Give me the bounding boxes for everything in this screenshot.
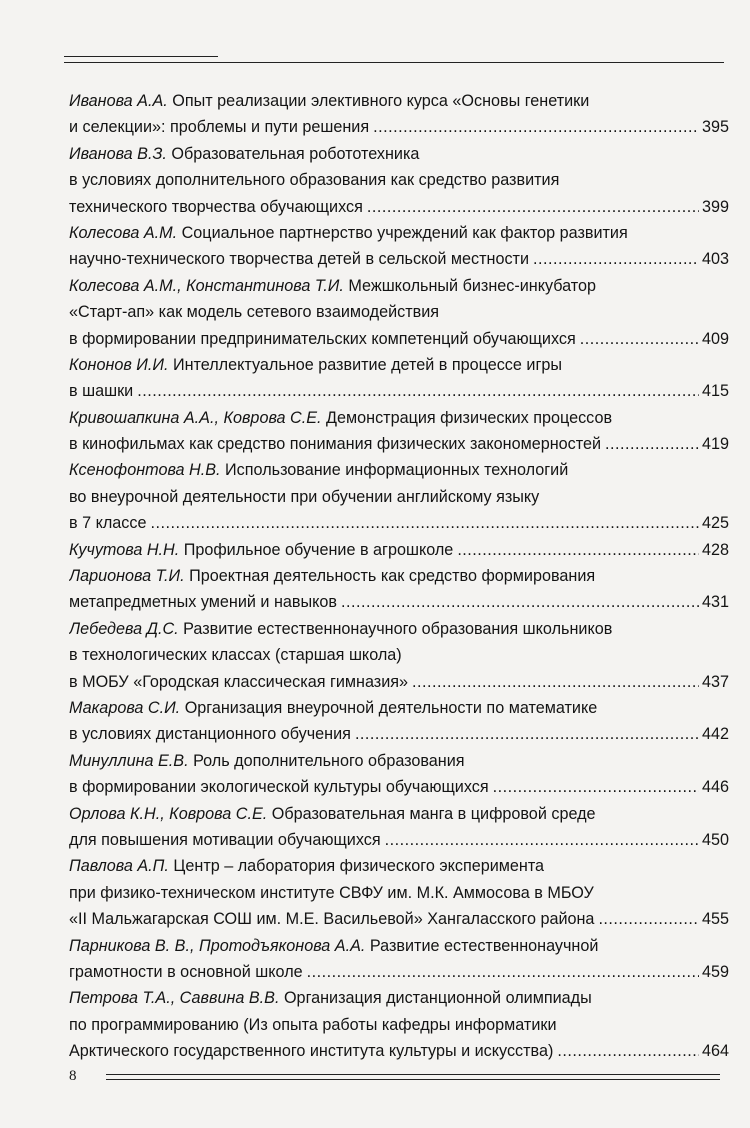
header-rule-short [64, 56, 218, 57]
toc-title-text: в условиях дополнительного образования как средство развития [69, 171, 560, 190]
toc-author: Лебедева Д.С. [69, 619, 179, 638]
toc-title-text: в кинофильмах как средство понимания физических закономерностей [69, 435, 602, 454]
toc-line [69, 114, 729, 140]
toc-line [69, 220, 729, 246]
toc-leader-dots [598, 906, 699, 932]
toc-leader-dots [385, 827, 699, 853]
toc-leader-dots [151, 510, 699, 536]
toc-page-number: 464 [701, 1042, 729, 1061]
toc-entry [69, 616, 729, 695]
toc-title-text: Демонстрация физических процессов [326, 408, 613, 427]
toc-page-number: 409 [701, 329, 729, 348]
toc-title-text: Образовательная манга в цифровой среде [271, 804, 596, 823]
toc-page-number: 437 [701, 672, 729, 691]
toc-entry [69, 748, 729, 801]
toc-title-text: технического творчества обучающихся [69, 197, 363, 216]
toc-line [69, 959, 729, 985]
toc-title-text: по программированию (Из опыта работы кафедры информатики [69, 1015, 557, 1034]
toc-author: Иванова В.З. [69, 144, 167, 163]
toc-line [69, 1012, 729, 1038]
toc-title-text: Развитие естественнонаучной [369, 936, 599, 955]
toc-line [69, 405, 729, 431]
toc-title-text: «Старт-ап» как модель сетевого взаимодействия [69, 303, 440, 322]
toc-page-number: 446 [701, 778, 729, 797]
footer-rule-bottom [106, 1079, 720, 1080]
toc-title-text: в условиях дистанционного обучения [69, 725, 351, 744]
toc-line [69, 774, 729, 800]
toc-line [69, 352, 729, 378]
toc-title-text: и селекции»: проблемы и пути решения [69, 118, 370, 137]
toc-leader-dots [137, 378, 699, 404]
toc-line [69, 510, 729, 536]
toc-line [69, 906, 729, 932]
toc-line [69, 801, 729, 827]
toc-author: Колесова А.М. [69, 223, 178, 242]
toc-title-text: при физико-техническом институте СВФУ им. М.К. Аммосова в МБОУ [69, 883, 594, 902]
toc-leader-dots [412, 669, 699, 695]
toc-title-text: Профильное обучение в агрошколе [183, 540, 454, 559]
toc-line [69, 933, 729, 959]
toc-line [69, 985, 729, 1011]
toc-entry [69, 405, 729, 458]
toc-entry [69, 273, 729, 352]
toc-author: Парникова В. В., Протодъяконова А.А. [69, 936, 366, 955]
toc-line [69, 669, 729, 695]
toc-page-number: 428 [701, 540, 729, 559]
toc-entry [69, 537, 729, 563]
toc-line [69, 880, 729, 906]
toc-leader-dots [373, 114, 699, 140]
toc-line [69, 326, 729, 352]
toc-entry [69, 220, 729, 273]
toc-title-text: Организация дистанционной олимпиады [283, 989, 592, 1008]
toc-title-text: Интеллектуальное развитие детей в процессе игры [172, 355, 562, 374]
toc-line [69, 484, 729, 510]
toc-leader-dots [367, 194, 699, 220]
toc-author: Колесова А.М., Константинова Т.И. [69, 276, 344, 295]
toc-title-text: в технологических классах (старшая школа) [69, 646, 402, 665]
toc-author: Макарова С.И. [69, 698, 181, 717]
toc-line [69, 721, 729, 747]
toc-page-number: 399 [701, 197, 729, 216]
toc-leader-dots [307, 959, 699, 985]
toc-author: Кучутова Н.Н. [69, 540, 180, 559]
toc-author: Минуллина Е.В. [69, 751, 189, 770]
toc-title-text: Социальное партнерство учреждений как фактор развития [181, 223, 628, 242]
toc-author: Ларионова Т.И. [69, 567, 185, 586]
toc-title-text: для повышения мотивации обучающихся [69, 830, 381, 849]
toc-title-text: метапредметных умений и навыков [69, 593, 338, 612]
toc-author: Петрова Т.А., Саввина В.В. [69, 989, 280, 1008]
toc-line [69, 827, 729, 853]
toc-entry [69, 88, 729, 141]
toc-leader-dots [493, 774, 699, 800]
toc-entry [69, 457, 729, 536]
toc-title-text: в МОБУ «Городская классическая гимназия» [69, 672, 409, 691]
toc-author: Орлова К.Н., Коврова С.Е. [69, 804, 268, 823]
toc-title-text: в шашки [69, 382, 134, 401]
toc-page-number: 403 [701, 250, 729, 269]
toc-line [69, 167, 729, 193]
toc-line [69, 141, 729, 167]
toc-author: Кононов И.И. [69, 355, 169, 374]
page-number: 8 [69, 1068, 77, 1084]
toc-entry [69, 563, 729, 616]
toc-page-number: 431 [701, 593, 729, 612]
toc-page-number: 419 [701, 435, 729, 454]
toc-page-number: 395 [701, 118, 729, 137]
toc-leader-dots [580, 326, 699, 352]
toc-entry [69, 695, 729, 748]
toc-entry [69, 141, 729, 220]
toc-entry [69, 933, 729, 986]
toc-line [69, 431, 729, 457]
toc-title-text: Арктического государственного института культуры и искусства) [69, 1042, 554, 1061]
toc-line [69, 853, 729, 879]
toc-author: Павлова А.П. [69, 857, 169, 876]
toc-page-number: 455 [701, 910, 729, 929]
toc-line [69, 589, 729, 615]
toc-line [69, 299, 729, 325]
toc-page-number: 450 [701, 830, 729, 849]
toc-entry [69, 853, 729, 932]
toc-title-text: во внеурочной деятельности при обучении английскому языку [69, 487, 540, 506]
toc-page-number: 425 [701, 514, 729, 533]
toc-line [69, 616, 729, 642]
toc-line [69, 1038, 729, 1064]
toc-title-text: Использование информационных технологий [225, 461, 569, 480]
toc-line [69, 378, 729, 404]
toc-author: Ксенофонтова Н.В. [69, 461, 221, 480]
toc-line [69, 273, 729, 299]
toc-title-text: Организация внеурочной деятельности по математике [184, 698, 598, 717]
toc-leader-dots [557, 1038, 699, 1064]
toc-title-text: Образовательная робототехника [171, 144, 420, 163]
toc-leader-dots [341, 589, 699, 615]
toc-leader-dots [355, 721, 699, 747]
toc-title-text: в формировании экологической культуры обучающихся [69, 778, 489, 797]
toc-leader-dots [533, 246, 699, 272]
toc-author: Иванова А.А. [69, 92, 168, 110]
toc-line [69, 537, 729, 563]
toc-title-text: грамотности в основной школе [69, 962, 303, 981]
toc-title-text: Межшкольный бизнес-инкубатор [348, 276, 597, 295]
toc-title-text: Развитие естественнонаучного образования школьников [183, 619, 613, 638]
header-rule-long [64, 62, 724, 63]
toc-line [69, 246, 729, 272]
toc-entry [69, 985, 729, 1064]
toc-line [69, 748, 729, 774]
toc-page-number: 415 [701, 382, 729, 401]
toc-line [69, 563, 729, 589]
footer-rule-top [106, 1074, 720, 1075]
toc-line [69, 695, 729, 721]
toc-line [69, 88, 729, 114]
toc-page-number: 442 [701, 725, 729, 744]
toc-author: Кривошапкина А.А., Коврова С.Е. [69, 408, 322, 427]
toc-title-text: в формировании предпринимательских компетенций обучающихся [69, 329, 576, 348]
toc-leader-dots [605, 431, 699, 457]
table-of-contents [69, 88, 729, 1064]
toc-title-text: Роль дополнительного образования [193, 751, 465, 770]
toc-title-text: «II Мальжагарская СОШ им. М.Е. Васильевой» Хангаласского района [69, 910, 595, 929]
toc-title-text: Опыт реализации элективного курса «Основы генетики [172, 92, 590, 110]
toc-title-text: научно-технического творчества детей в сельской местности [69, 250, 530, 269]
toc-line [69, 457, 729, 483]
toc-leader-dots [457, 537, 699, 563]
toc-title-text: Проектная деятельность как средство формирования [189, 567, 596, 586]
toc-line [69, 642, 729, 668]
toc-title-text: в 7 классе [69, 514, 147, 533]
toc-entry [69, 352, 729, 405]
toc-entry [69, 801, 729, 854]
toc-line [69, 194, 729, 220]
toc-page-number: 459 [701, 962, 729, 981]
toc-title-text: Центр – лаборатория физического эксперимента [173, 857, 545, 876]
